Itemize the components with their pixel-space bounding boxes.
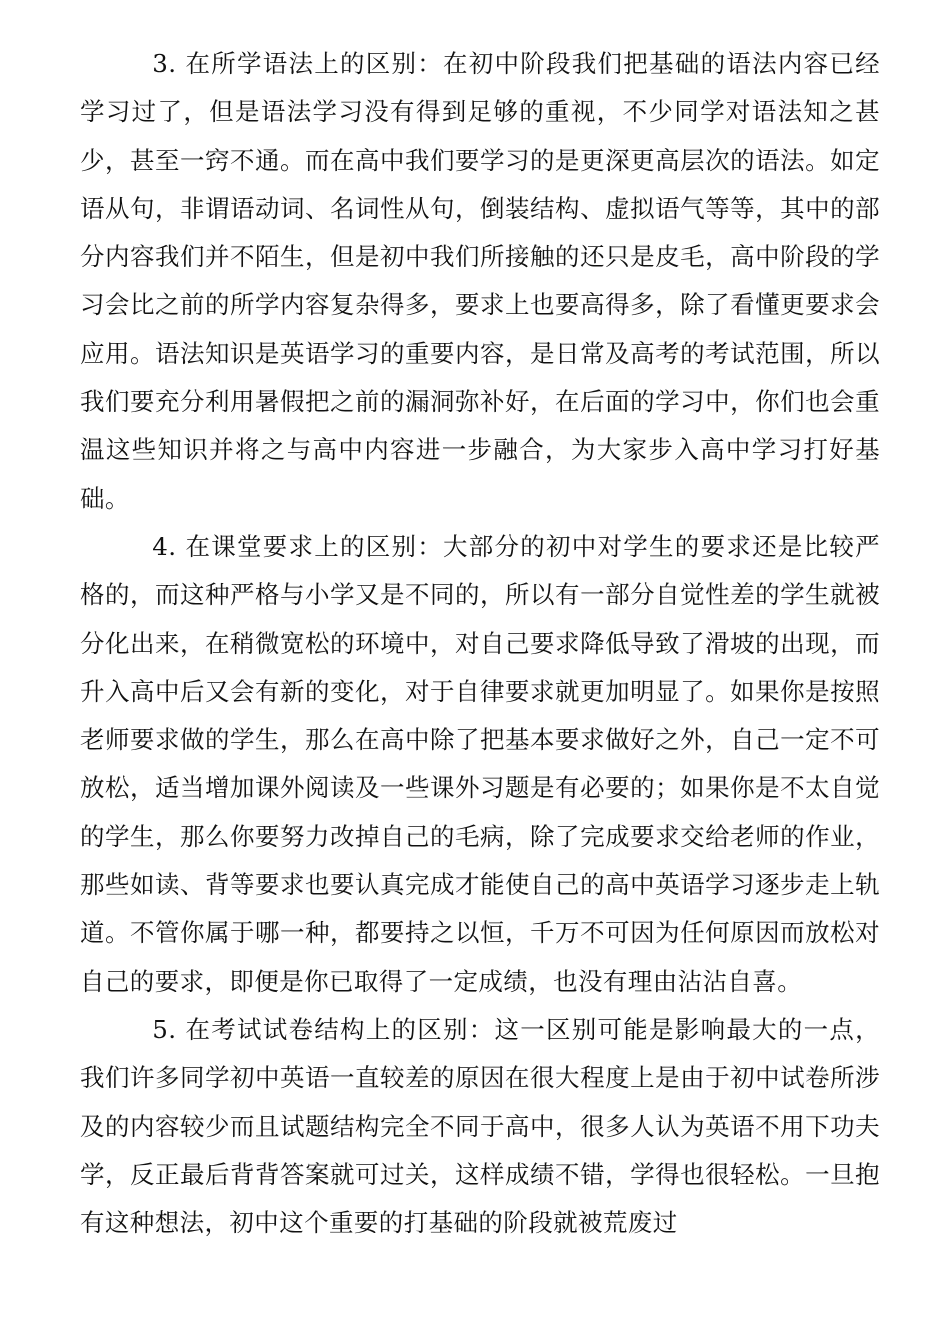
paragraph-exam-structure: 5. 在考试试卷结构上的区别：这一区别可能是影响最大的一点，我们许多同学初中英语一直较差的原因在很大程度上是由于初中试卷所涉及的内容较少而且试题结构完全不同于高中，很多人认为英语不用下功夫学，反正最后背背答案就可过关，这样成绩不错，学得也很轻松。一旦抱有这种想法，初中这个重要的打基础的阶段就被荒废过 — [80, 1014, 880, 1238]
document-body — [80, 40, 880, 1247]
paragraph-grammar-difference: 3. 在所学语法上的区别：在初中阶段我们把基础的语法内容已经学习过了，但是语法学习没有得到足够的重视，不少同学对语法知之甚少，甚至一窍不通。而在高中我们要学习的是更深更高层次的语法。如定语从句，非谓语动词、名词性从句，倒装结构、虚拟语气等等，其中的部分内容我们并不陌生，但是初中我们所接触的还只是皮毛，高中阶段的学习会比之前的所学内容复杂得多，要求上也要高得多，除了看懂更要求会应用。语法知识是英语学习的重要内容，是日常及高考的考试范围，所以我们要充分利用暑假把之前的漏洞弥补好，在后面的学习中，你们也会重温这些知识并将之与高中内容进一步融合，为大家步入高中学习打好基础。 — [80, 49, 880, 513]
paragraph-classroom-requirements: 4. 在课堂要求上的区别：大部分的初中对学生的要求还是比较严格的，而这种严格与小学又是不同的，所以有一部分自觉性差的学生就被分化出来，在稍微宽松的环境中，对自己要求降低导致了滑坡的出现，而升入高中后又会有新的变化，对于自律要求就更加明显了。如果你是按照老师要求做的学生，那么在高中除了把基本要求做好之外，自己一定不可放松，适当增加课外阅读及一些课外习题是有必要的；如果你是不太自觉的学生，那么你要努力改掉自己的毛病，除了完成要求交给老师的作业，那些如读、背等要求也要认真完成才能使自己的高中英语学习逐步走上轨道。不管你属于哪一种，都要持之以恒，千万不可因为任何原因而放松对自己的要求，即便是你已取得了一定成绩，也没有理由沾沾自喜。 — [80, 531, 880, 996]
